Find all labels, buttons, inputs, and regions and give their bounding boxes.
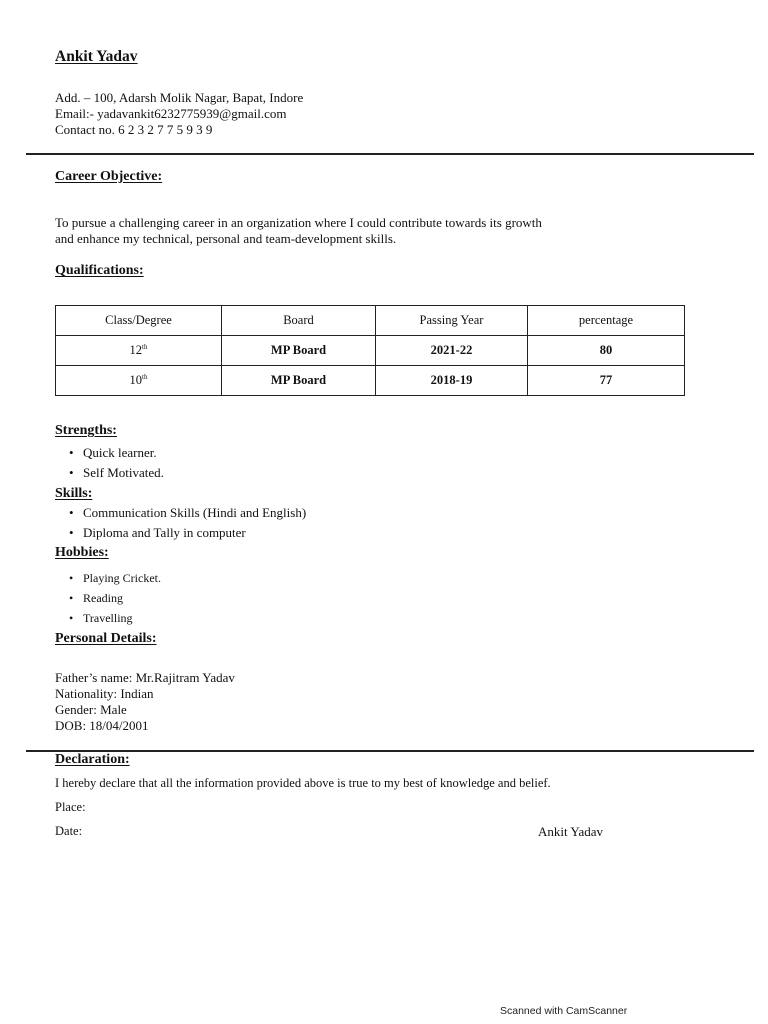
class-suffix: th: [142, 342, 148, 351]
column-header-percentage: percentage: [528, 306, 685, 336]
column-header-class-degree: Class/Degree: [56, 306, 222, 336]
class-suffix: th: [142, 372, 148, 381]
cell-year: 2021-22: [376, 336, 528, 366]
personal-details-heading: Personal Details:: [55, 631, 157, 646]
scanner-watermark: Scanned with CamScanner: [500, 1005, 628, 1017]
career-objective-line-2: and enhance my technical, personal and team-development skills.: [55, 231, 397, 246]
table-header-row: [56, 306, 685, 336]
qualifications-table: [55, 305, 685, 396]
father-name: Father’s name: Mr.Rajitram Yadav: [55, 670, 235, 685]
contact-block: [55, 90, 303, 138]
place-label: Place:: [55, 800, 86, 814]
career-objective-heading: Career Objective:: [55, 169, 163, 184]
list-item: • Self Motivated.: [83, 463, 164, 483]
hobbies-list: [55, 568, 161, 628]
list-item: • Playing Cricket.: [83, 568, 161, 588]
cell-year: 2018-19: [376, 366, 528, 396]
declaration-heading: Declaration:: [55, 752, 130, 767]
cell-class: [56, 336, 222, 366]
cell-board: MP Board: [222, 336, 376, 366]
applicant-name: Ankit Yadav: [55, 48, 138, 65]
cell-percentage: 77: [528, 366, 685, 396]
cell-percentage: 80: [528, 336, 685, 366]
list-item: • Travelling: [83, 608, 161, 628]
header-divider: [26, 153, 754, 155]
declaration-text: I hereby declare that all the information provided above is true to my best of knowledge and belief.: [55, 776, 551, 790]
column-header-passing-year: Passing Year: [376, 306, 528, 336]
gender: Gender: Male: [55, 702, 127, 717]
column-header-board: Board: [222, 306, 376, 336]
date-of-birth: DOB: 18/04/2001: [55, 718, 149, 733]
hobbies-heading: Hobbies:: [55, 545, 109, 560]
date-label: Date:: [55, 824, 83, 838]
declaration-divider: [26, 750, 754, 752]
table-row: [56, 366, 685, 396]
class-number: 12: [129, 343, 143, 358]
qualifications-heading: Qualifications:: [55, 263, 144, 278]
email-line: Email:- yadavankit6232775939@gmail.com: [55, 106, 287, 121]
list-item: • Quick learner.: [83, 443, 164, 463]
signature-name: Ankit Yadav: [538, 824, 604, 839]
list-item: • Diploma and Tally in computer: [83, 523, 306, 543]
class-number: 10: [129, 373, 143, 388]
personal-details-block: [55, 670, 235, 734]
strengths-list: [55, 443, 164, 483]
career-objective-text: [55, 215, 645, 247]
address-line: Add. – 100, Adarsh Molik Nagar, Bapat, Indore: [55, 90, 304, 105]
phone-line: Contact no. 6 2 3 2 7 7 5 9 3 9: [55, 122, 213, 137]
cell-board: MP Board: [222, 366, 376, 396]
nationality: Nationality: Indian: [55, 686, 154, 701]
skills-list: [55, 503, 306, 543]
career-objective-line-1: To pursue a challenging career in an organization where I could contribute towards its growth: [55, 215, 542, 230]
strengths-heading: Strengths:: [55, 423, 117, 438]
skills-heading: Skills:: [55, 486, 93, 501]
list-item: • Communication Skills (Hindi and English): [83, 503, 306, 523]
table-row: [56, 336, 685, 366]
cell-class: [56, 366, 222, 396]
list-item: • Reading: [83, 588, 161, 608]
